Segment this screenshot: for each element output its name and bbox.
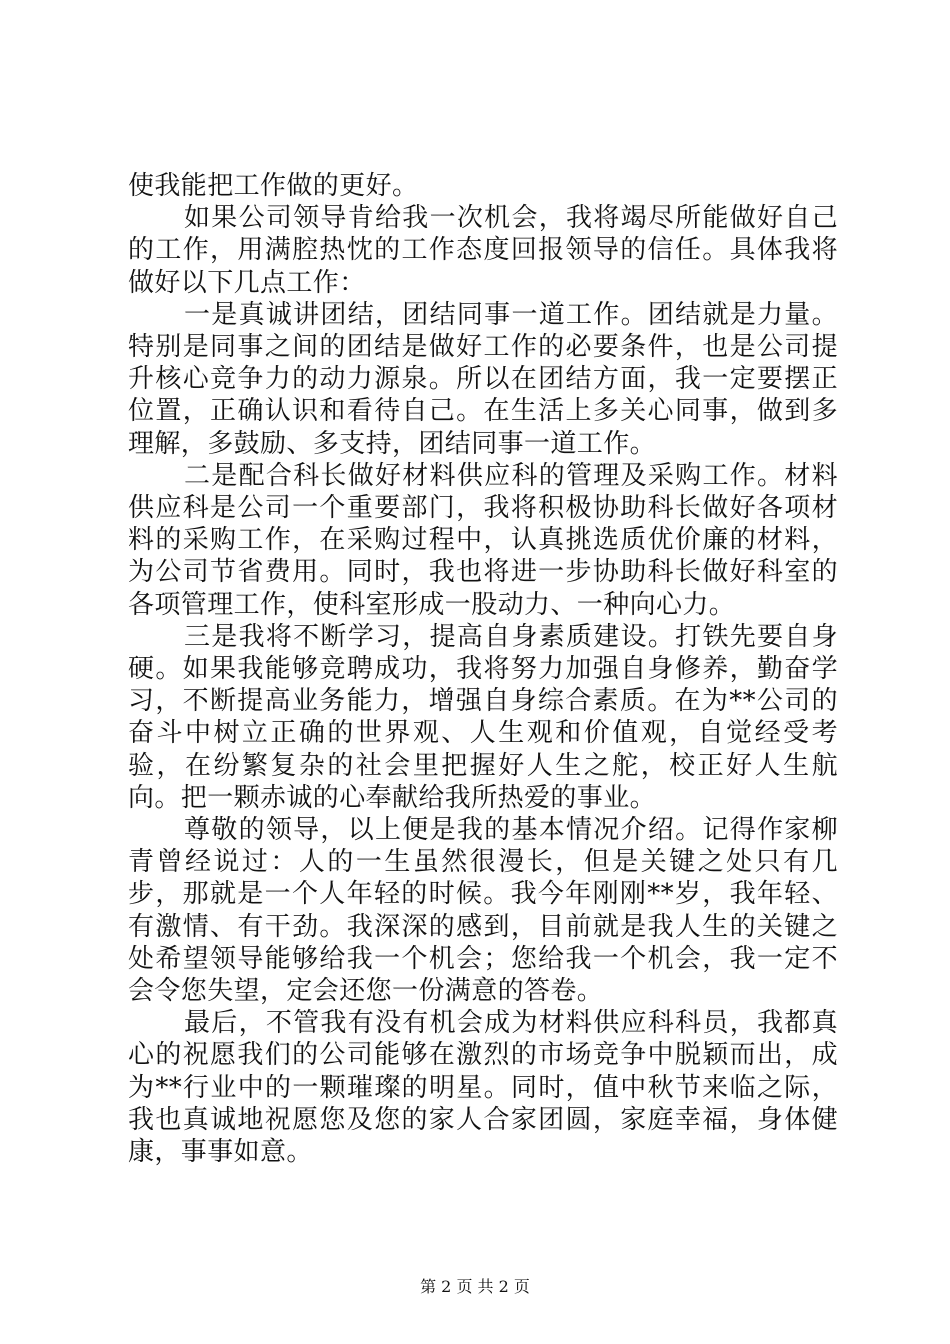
paragraph-point-two: 二是配合科长做好材料供应科的管理及采购工作。材料供应科是公司一个重要部门，我将积极协助科长做好各项材料的采购工作，在采购过程中，认真挑选质优价廉的材料，为公司节省费用。同时，我也将进一步协助科长做好科室的各项管理工作，使科室形成一股动力、一种向心力。 — [128, 460, 838, 620]
paragraph-continuation: 使我能把工作做的更好。 — [128, 171, 419, 201]
paragraph-point-one: 一是真诚讲团结，团结同事一道工作。团结就是力量。特别是同事之间的团结是做好工作的必要条件，也是公司提升核心竞争力的动力源泉。所以在团结方面，我一定要摆正位置，正确认识和看待自己。在生活上多关心同事，做到多理解，多鼓励、多支持，团结同事一道工作。 — [128, 299, 838, 459]
paragraph-introduction-summary: 尊敬的领导，以上便是我的基本情况介绍。记得作家柳青曾经说过：人的一生虽然很漫长，但是关键之处只有几步，那就是一个人年轻的时候。我今年刚刚**岁，我年轻、有激情、有干劲。我深深的感到，目前就是我人生的关键之处希望领导能够给我一个机会；您给我一个机会，我一定不会令您失望，定会还您一份满意的答卷。 — [128, 815, 838, 1007]
paragraph-point-three: 三是我将不断学习，提高自身素质建设。打铁先要自身硬。如果我能够竞聘成功，我将努力加强自身修养，勤奋学习，不断提高业务能力，增强自身综合素质。在为**公司的奋斗中树立正确的世界观、人生观和价值观，自觉经受考验，在纷繁复杂的社会里把握好人生之舵，校正好人生航向。把一颗赤诚的心奉献给我所热爱的事业。 — [128, 621, 838, 813]
paragraph-closing: 最后，不管我有没有机会成为材料供应科科员，我都真心的祝愿我们的公司能够在激烈的市场竞争中脱颖而出，成为**行业中的一颗璀璨的明星。同时，值中秋节来临之际，我也真诚地祝愿您及您的家人合家团圆，家庭幸福，身体健康，事事如意。 — [128, 1008, 838, 1168]
page-number-footer: 第 2 页 共 2 页 — [420, 1277, 530, 1296]
document-body — [128, 170, 838, 1168]
paragraph-commitment: 如果公司领导肯给我一次机会，我将竭尽所能做好自己的工作，用满腔热忱的工作态度回报领导的信任。具体我将做好以下几点工作： — [128, 203, 838, 298]
